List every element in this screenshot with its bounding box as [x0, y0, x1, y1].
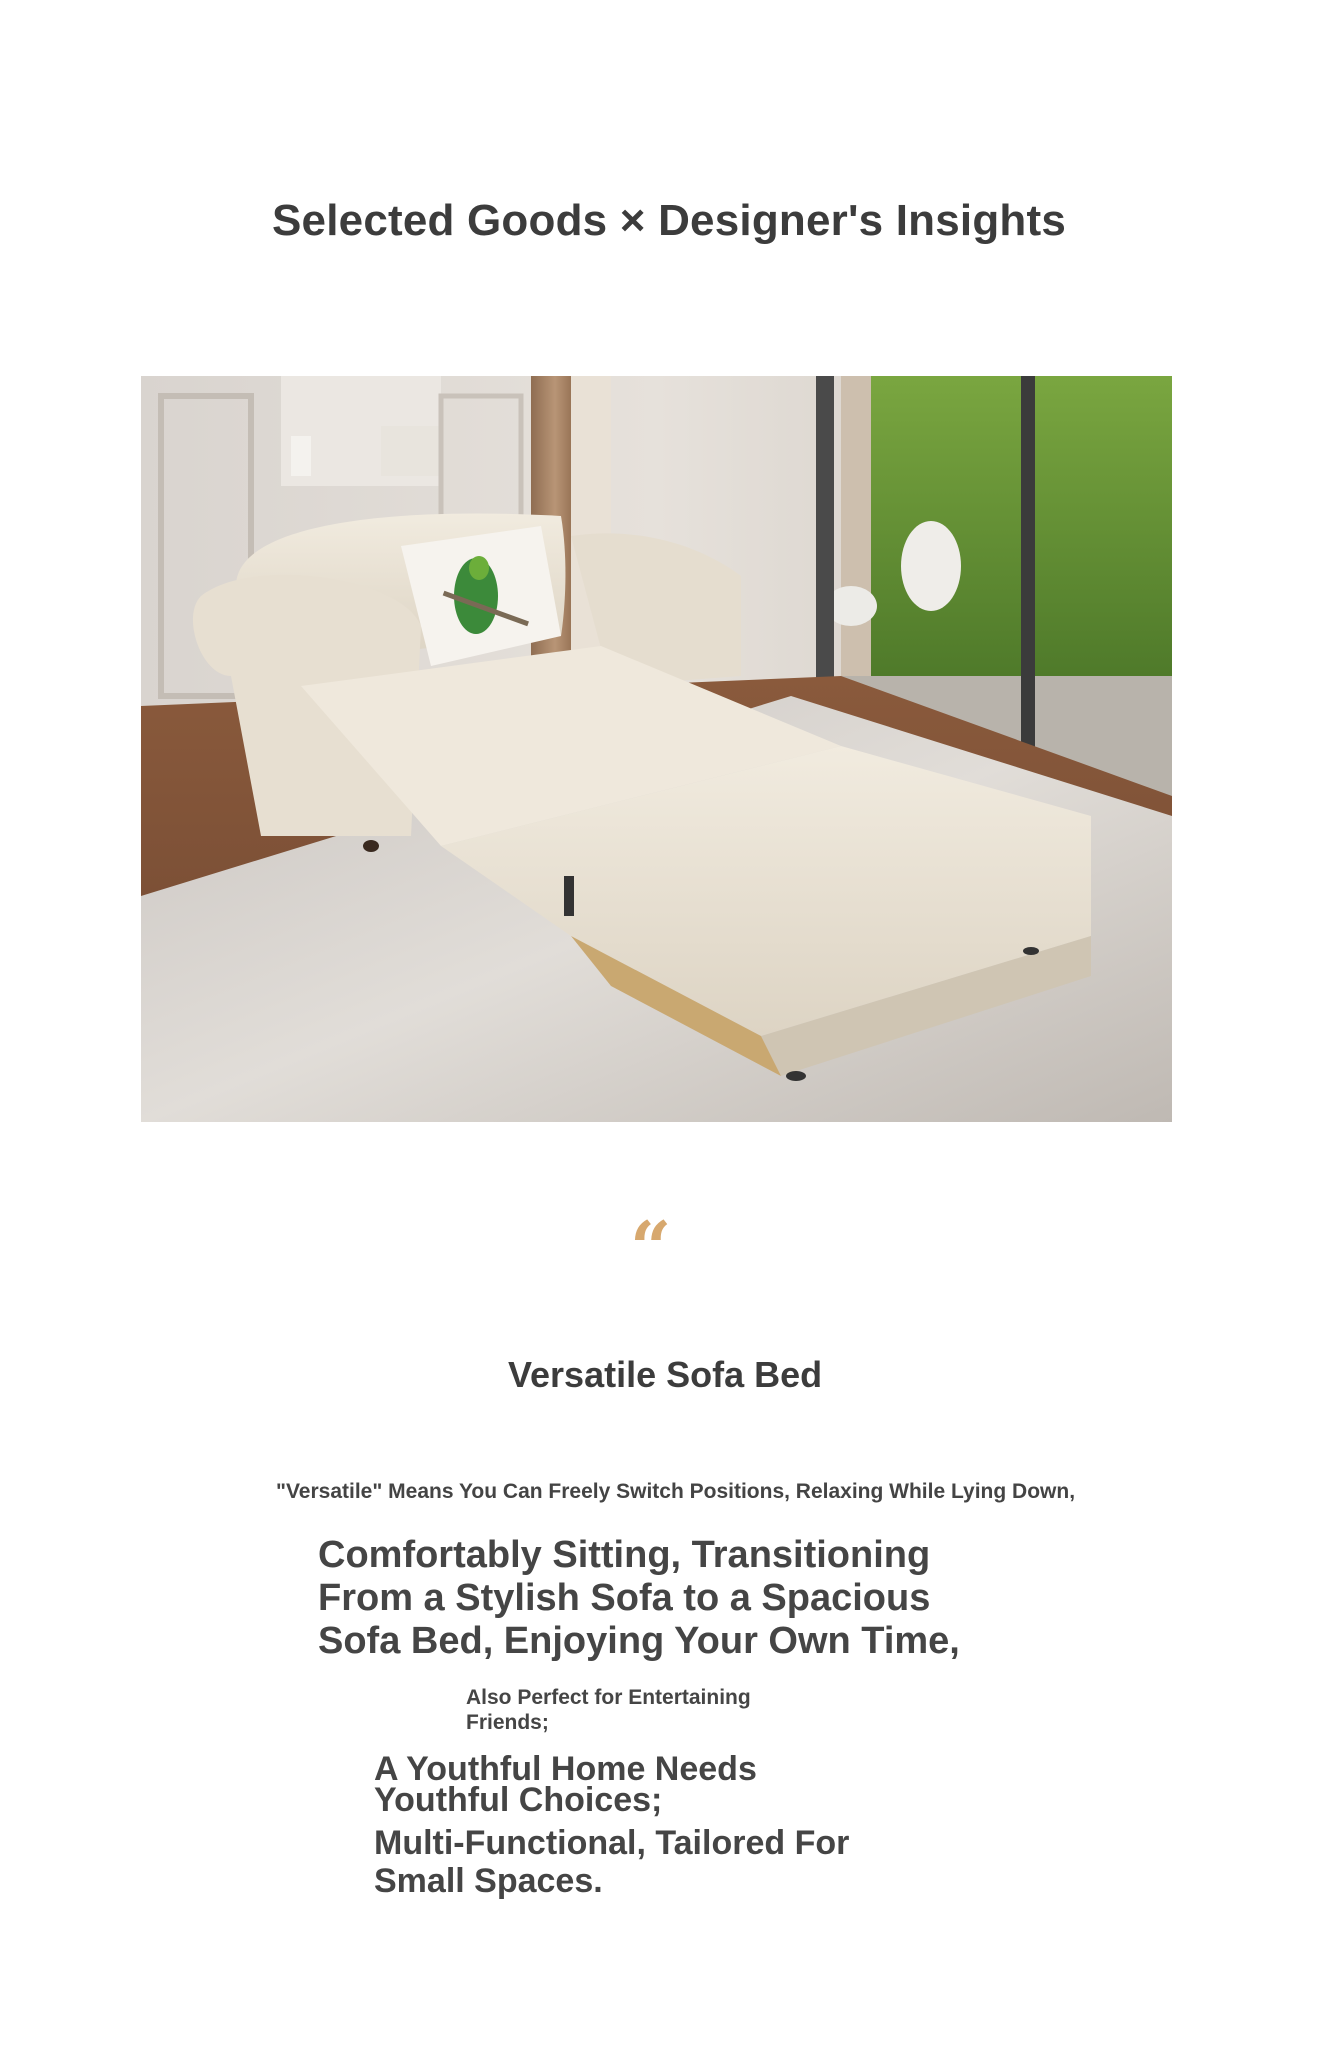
closing-line: A Youthful Home Needs: [374, 1750, 757, 1788]
body-line: From a Stylish Sofa to a Spacious: [318, 1577, 931, 1619]
closing-paragraph: [374, 1750, 850, 1900]
closing-line: Youthful Choices;: [374, 1781, 663, 1819]
intro-text: "Versatile" Means You Can Freely Switch Positions, Relaxing While Lying Down,: [276, 1480, 1076, 1503]
body-paragraph: [318, 1534, 960, 1663]
quote-mark-icon: “: [630, 1205, 672, 1290]
closing-line: Small Spaces.: [374, 1862, 603, 1900]
sofa-bed-photo: [141, 376, 1172, 1122]
closing-block-b: [374, 1824, 849, 1900]
small-line: Friends;: [466, 1711, 549, 1734]
page-title: Selected Goods × Designer's Insights: [272, 196, 1067, 245]
sofa-bed-illustration: [141, 376, 1172, 1122]
section-title: Versatile Sofa Bed: [508, 1354, 823, 1395]
small-line: Also Perfect for Entertaining: [466, 1686, 751, 1709]
closing-line: Multi-Functional, Tailored For: [374, 1824, 850, 1862]
closing-block-a: [374, 1750, 849, 1819]
body-line: Comfortably Sitting, Transitioning: [318, 1534, 931, 1576]
small-paragraph: [466, 1685, 751, 1735]
body-line: Sofa Bed, Enjoying Your Own Time,: [318, 1620, 960, 1662]
